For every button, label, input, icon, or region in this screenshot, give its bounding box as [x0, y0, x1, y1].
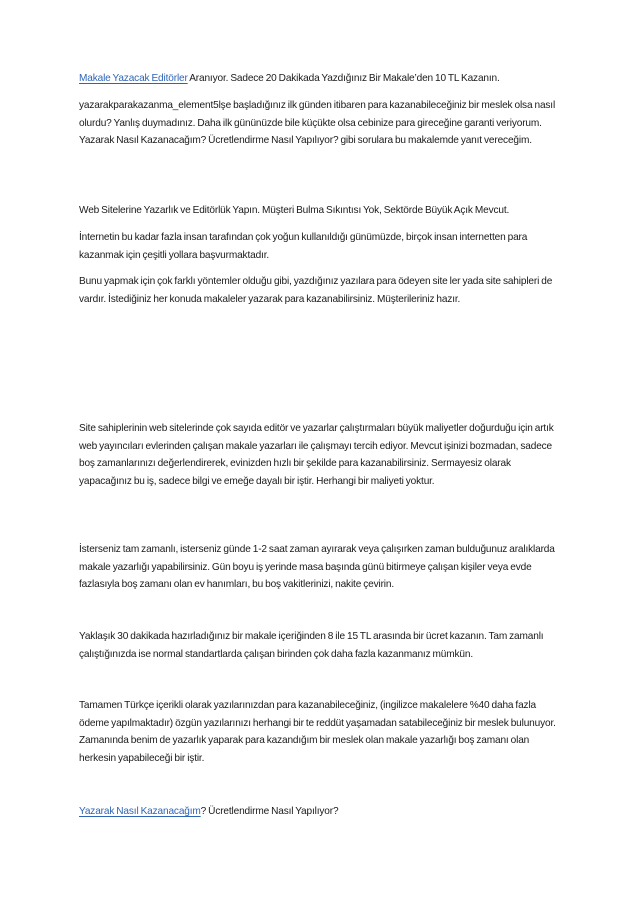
yazarak-nasil-kazanacagim-link[interactable]: Yazarak Nasıl Kazanacağım: [79, 806, 201, 817]
intro-heading-text: Aranıyor. Sadece 20 Dakikada Yazdığınız Bir Makale’den 10 TL Kazanın.: [187, 73, 500, 84]
section-heading-paragraph: Web Sitelerine Yazarlık ve Editörlük Yapın. Müşteri Bulma Sıkıntısı Yok, Sektörde Büyük Açık Mevcut.: [79, 205, 510, 216]
intro-paragraph: yazarakparakazanma_element5lşe başladığınız ilk günden itibaren para kazanabileceğiniz bir meslek olsa nasıl olurdu? Yanlış duymadınız. Daha ilk gününüzde bile küçükte olsa cebinize para gireceğine garanti veriyorum. Yazarak Nasıl Kazanacağım? Ücretlendirme Nasıl Yapılıyor? gibi sorulara bu makalemde yanıt vereceğim.: [79, 100, 556, 147]
closing-text: ? Ücretlendirme Nasıl Yapılıyor?: [200, 806, 339, 817]
internet-paragraph: İnternetin bu kadar fazla insan tarafından çok yoğun kullanıldığı günümüzde, birçok insan internetten para kazanmak için çeşitli yollara başvurmaktadır.: [79, 232, 528, 261]
site-owners-paragraph: Site sahiplerinin web sitelerinde çok sayıda editör ve yazarlar çalıştırmaları büyük maliyetler doğurduğu için artık web yayıncıları evlerinden çalışan makale yazarları ile çalışmayı tercih ediyor. Mevcut işinizi bozmadan, sadece boş zamanlarınızı değerlendirerek, evinizden hızlı bir şekilde para kazanabilirsiniz. Sermayesiz olarak yapacağınız bu iş, sadece bilgi ve emeğe dayalı bir iştir. Herhangi bir maliyeti yoktur.: [79, 423, 554, 487]
earnings-paragraph: Yaklaşık 30 dakikada hazırladığınız bir makale içeriğinden 8 ile 15 TL arasında bir ücret kazanın. Tam zamanlı çalıştığınızda ise normal standartlarda çalışan birinden çok daha fazla kazanmanız mümkün.: [79, 631, 544, 660]
methods-paragraph: Bunu yapmak için çok farklı yöntemler olduğu gibi, yazdığınız yazılara para ödeyen site ler yada site sahipleri de vardır. İstediğiniz her konuda makaleler yazarak para kazanabilirsiniz. Müşterileriniz hazır.: [79, 276, 553, 305]
turkish-content-paragraph: Tamamen Türkçe içerikli olarak yazılarınızdan para kazanabileceğiniz, (ingilizce makalelere %40 daha fazla ödeme yapılmaktadır) özgün yazılarınızı herhangi bir te reddüt yaşamadan satabileceğiniz bir meslek bulunuyor. Zamanında benim de yazarlık yaparak para kazandığım bir meslek olan makale yazarlığı boş zamanı olan herkesin yapabileceği bir iştir.: [79, 700, 556, 764]
closing-paragraph: [79, 803, 563, 821]
working-hours-paragraph: İsterseniz tam zamanlı, isterseniz günde 1-2 saat zaman ayırarak veya çalışırken zaman bulduğunuz aralıklarda makale yazarlığı yapabilirsiniz. Gün boyu iş yerinde masa başında günü bitirmeye çalışan kişiler veya evde fazlasıyla boş zamanı olan ev hanımları, bu boş vakitlerinizi, nakite çevirin.: [79, 544, 555, 591]
makale-yazacak-editorler-link[interactable]: Makale Yazacak Editörler: [79, 73, 188, 84]
intro-heading-paragraph: [79, 70, 563, 88]
